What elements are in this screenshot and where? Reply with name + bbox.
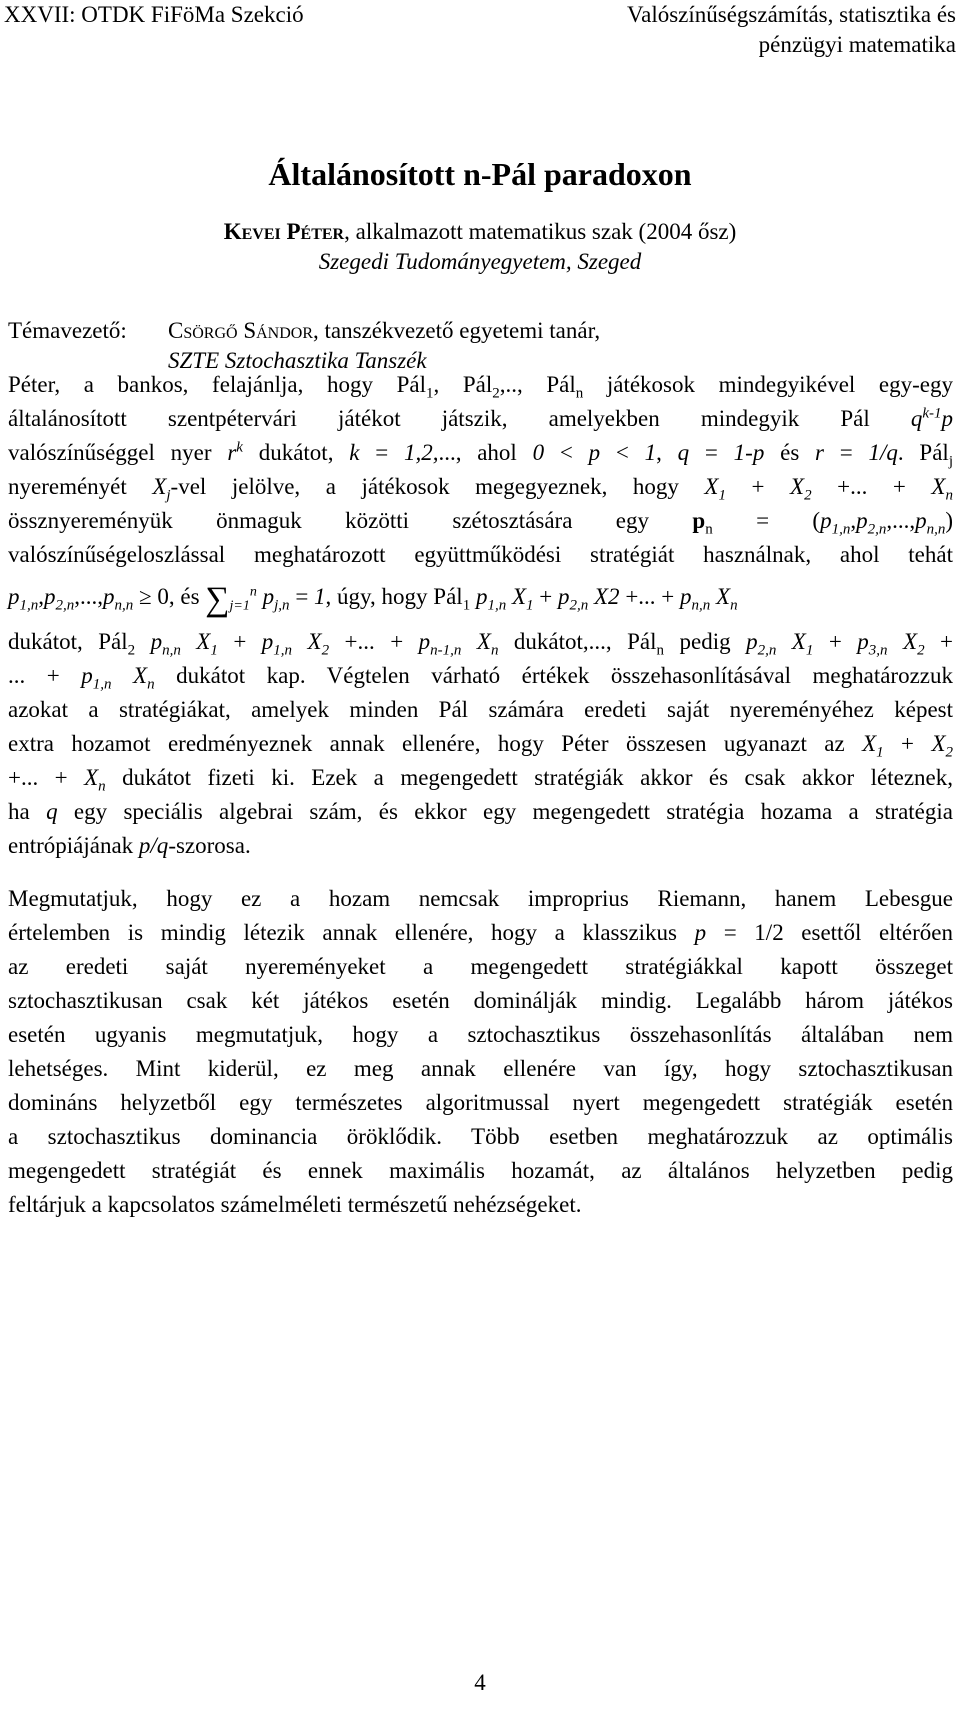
page-title: Általánosított n-Pál paradoxon <box>268 156 692 192</box>
supervisor-position: , tanszékvezető egyetemi tanár, <box>313 318 601 343</box>
author-university <box>0 247 960 277</box>
abstract-paragraph-1: Péter, a bankos, felajánlja, hogy Pál$_1$, Pál$_2$,.., Pál$_n$ játékosok mindegyikével egy-egy általánosított szentpétervári játékot játszik, amelyekben mindegyik Pál $q^{k-1}p$ valószínűséggel nyer $r^k$ dukátot, k = 1,2,..., ahol 0 < p < 1, q = 1-p és r = 1/q. Pál$_j$ nyereményét $X_j$-vel jelölve, a játékosok megegyeznek, hogy $X_1 + X_2$ +... + $X_n$ össznyereményük önmaguk közötti szétosztására egy $p_n = (p_{1,n},p_{2,n},...,p_{n,n})$ valószínűségeloszlással meghatározott együttműködési stratégiát használnak, ahol tehát $p_{1,n},p_{2,n},...,p_{n,n} \ge 0$, és $\sum_{j=1}^n$ $p_{j,n} = 1$, úgy, hogy Pál$_1$ $p_{1,n}$ $X_1 + p_{2,n}$ X2 +... + $p_{n,n}$ $X_n$ dukátot, Pál$_2$ $p_{n,n}$ $X_1 + p_{1,n}$ $X_2$ +... + $p_{n-1,n}$ $X_n$ dukátot,..., Pál$_n$ pedig $p_{2,n}$ $X_1 + p_{3,n}$ $X_2$ + ... + $p_{1,n}$ $X_n$ dukátot kap. Végtelen várható értékek összehasonlításával meghatározzuk azokat a stratégiákat, amelyek minden Pál számára eredeti saját nyereményéhez képest extra hozamot eredményeznek annak ellenére, hogy Péter összesen ugyanazt az $X_1 + X_2$ +... + $X_n$ dukátot fizeti ki. Ezek a megengedett stratégiák akkor és csak akkor léteznek, ha q egy speciális algebrai szám, és ekkor egy megengedett stratégia hozama a stratégia entrópiájának p/q-szorosa. <box>8 372 954 858</box>
running-header-right-line2: pénzügyi matematika <box>758 32 956 57</box>
running-header-left: XXVII: OTDK FiFöMa Szekció <box>4 2 304 27</box>
supervisor-department: SZTE Sztochasztika Tanszék <box>168 348 427 373</box>
running-header-right-line1: Valószínűségszámítás, statisztika és <box>627 2 956 27</box>
author-line <box>0 217 960 247</box>
supervisor-name: Csörgő Sándor <box>168 318 314 343</box>
university-name: Szegedi Tudományegyetem, Szeged <box>318 249 642 274</box>
author-name: Kevei Péter <box>223 219 345 244</box>
author-affiliation: , alkalmazott matematikus szak (2004 ősz) <box>344 219 737 244</box>
supervisor-label: Témavezető: <box>8 318 127 343</box>
page-number: 4 <box>474 1670 486 1695</box>
abstract-paragraph-2: Megmutatjuk, hogy ez a hozam nemcsak improprius Riemann, hanem Lebesgue értelemben is mindig létezik annak ellenére, hogy a klasszikus p = 1/2 esettől eltérően az eredeti saját nyereményeket a megengedett stratégiákkal kapott összeget sztochasztikusan csak két játékos esetén dominálják mindig. Legalább három játékos esetén ugyanis megmutatjuk, hogy a sztochasztikus összehasonlítás általában nem lehetséges. Mint kiderül, ez meg annak ellenére van így, hogy sztochasztikusan domináns helyzetből egy természetes algoritmussal nyert megengedett stratégiák esetén a sztochasztikus dominancia öröklődik. Több esetben meghatározzuk az optimális megengedett stratégiát és ennek maximális hozamát, az általános helyzetben pedig feltárjuk a kapcsolatos számelméleti természetű nehézségeket. <box>8 886 954 1217</box>
running-header-right <box>576 0 956 60</box>
supervisor-value <box>168 316 868 376</box>
